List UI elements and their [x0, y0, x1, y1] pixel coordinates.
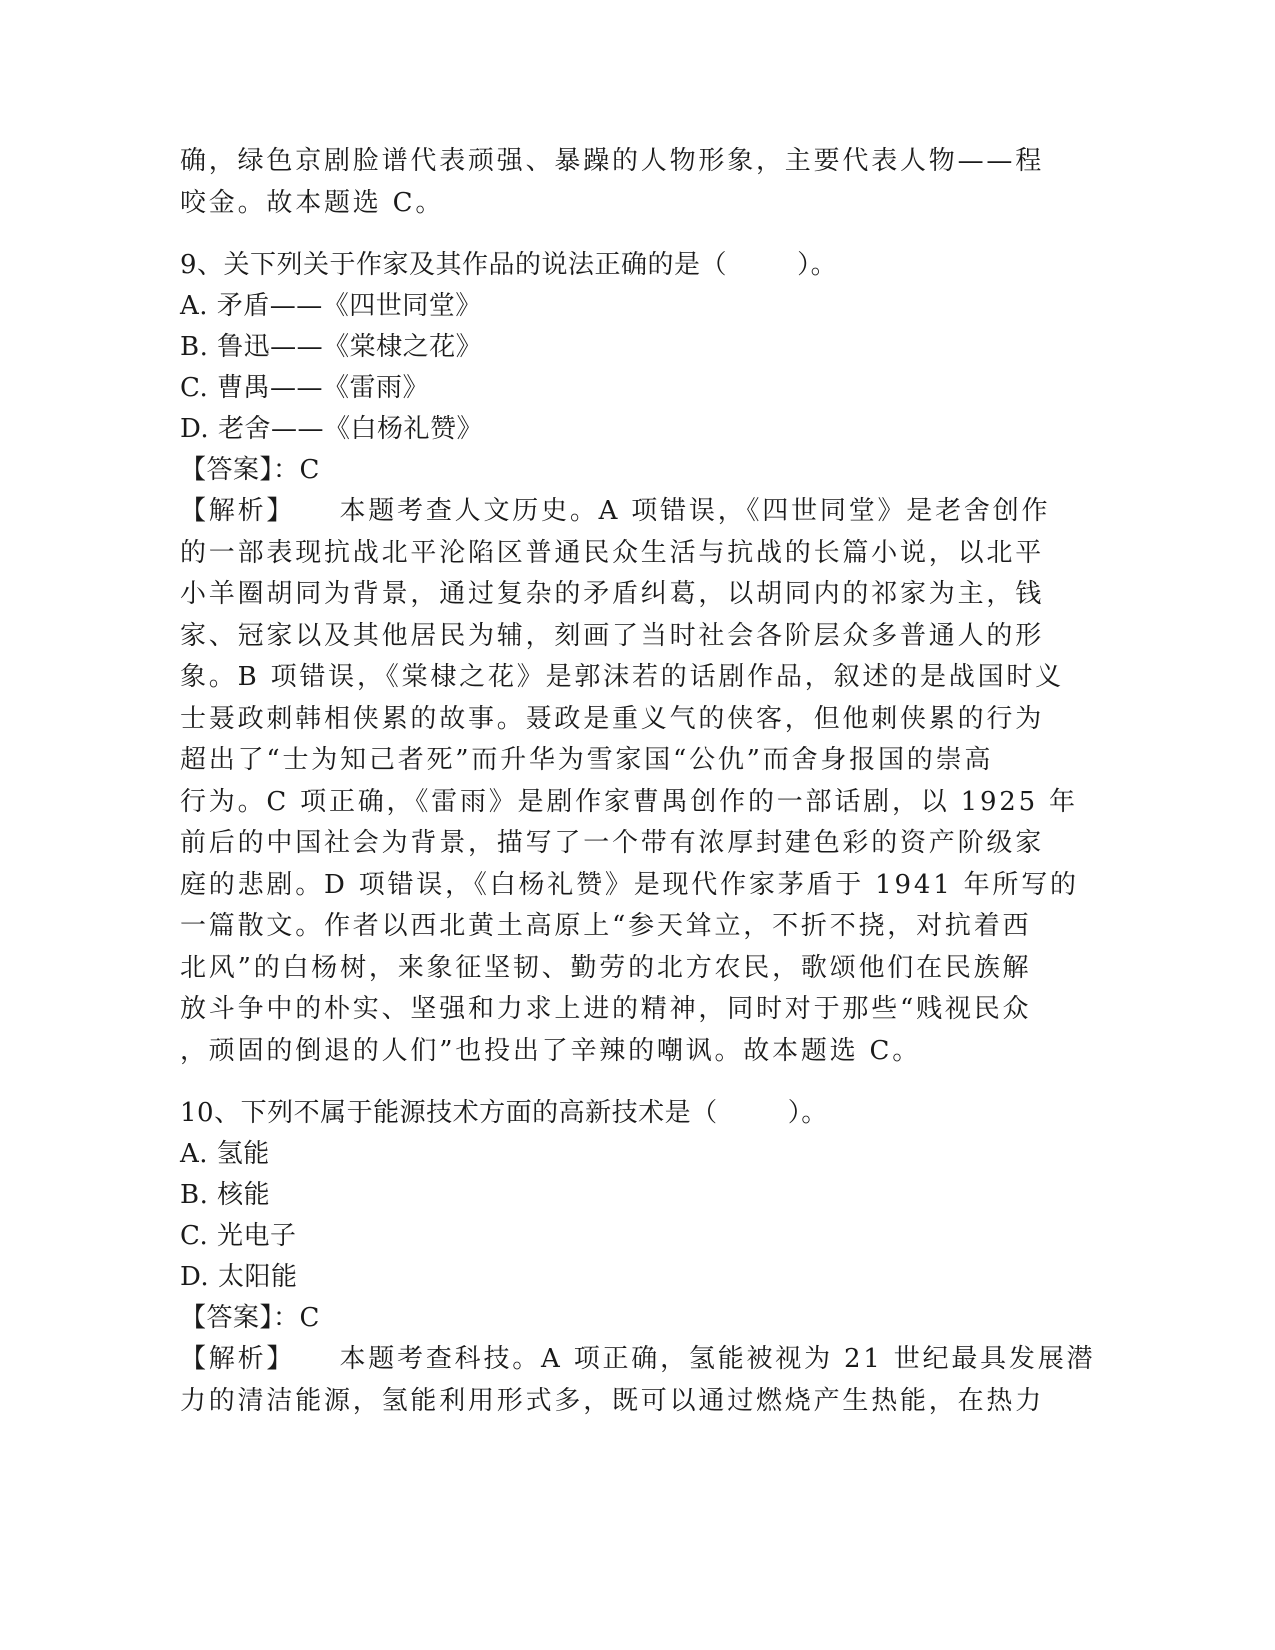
question-stem: 9、关下列关于作家及其作品的说法正确的是（ ）。 — [180, 250, 838, 280]
text-line: 的一部表现抗战北平沦陷区普通民众生活与抗战的长篇小说，以北平 — [180, 538, 1045, 568]
option-d: D. 老舍——《白杨礼赞》 — [180, 414, 483, 444]
text-line: 行为。C 项正确，《雷雨》是剧作家曹禺创作的一部话剧，以 1925 年 — [180, 787, 1078, 817]
text-line: 士聂政刺韩相侠累的故事。聂政是重义气的侠客，但他刺侠累的行为 — [180, 704, 1045, 734]
text-line: 【解析】 本题考查人文历史。A 项错误，《四世同堂》是老舍创作 — [180, 496, 1051, 526]
text-line: 咬金。故本题选 C。 — [180, 188, 445, 218]
question-stem: 10、下列不属于能源技术方面的高新技术是（ ）。 — [180, 1098, 828, 1128]
text-line: 力的清洁能源，氢能利用形式多，既可以通过燃烧产生热能，在热力 — [180, 1386, 1045, 1416]
option-a: A. 矛盾——《四世同堂》 — [180, 291, 482, 321]
option-c: C. 光电子 — [180, 1221, 297, 1251]
text-line: 放斗争中的朴实、坚强和力求上进的精神，同时对于那些“贱视民众 — [180, 994, 1032, 1024]
option-c: C. 曹禺——《雷雨》 — [180, 373, 429, 403]
text-line: 一篇散文。作者以西北黄土高原上“参天耸立，不折不挠，对抗着西 — [180, 911, 1032, 941]
option-b: B. 核能 — [180, 1180, 271, 1210]
text-line: 庭的悲剧。D 项错误，《白杨礼赞》是现代作家茅盾于 1941 年所写的 — [180, 870, 1079, 900]
answer: 【答案】：C — [180, 455, 320, 485]
text-line: 家、冠家以及其他居民为辅，刻画了当时社会各阶层众多普通人的形 — [180, 621, 1045, 651]
option-a: A. 氢能 — [180, 1139, 270, 1169]
text-line: 象。B 项错误，《棠棣之花》是郭沫若的话剧作品，叙述的是战国时义 — [180, 662, 1064, 692]
text-line: 小羊圈胡同为背景，通过复杂的矛盾纠葛，以胡同内的祁家为主，钱 — [180, 579, 1045, 609]
text-line: 前后的中国社会为背景，描写了一个带有浓厚封建色彩的资产阶级家 — [180, 828, 1045, 858]
text-line: 超出了“士为知己者死”而升华为雪家国“公仇”而舍身报国的崇高 — [180, 745, 994, 775]
answer: 【答案】：C — [180, 1303, 320, 1333]
text-line: 北风”的白杨树，来象征坚韧、勤劳的北方农民，歌颂他们在民族解 — [180, 953, 1032, 983]
text-line: 【解析】 本题考查科技。A 项正确，氢能被视为 21 世纪最具发展潜 — [180, 1344, 1096, 1374]
option-b: B. 鲁迅——《棠棣之花》 — [180, 332, 483, 362]
text-line: ，顽固的倒退的人们”也投出了辛辣的嘲讽。故本题选 C。 — [180, 1036, 922, 1066]
option-d: D. 太阳能 — [180, 1262, 298, 1292]
text-line: 确，绿色京剧脸谱代表顽强、暴躁的人物形象，主要代表人物——程 — [180, 146, 1045, 176]
